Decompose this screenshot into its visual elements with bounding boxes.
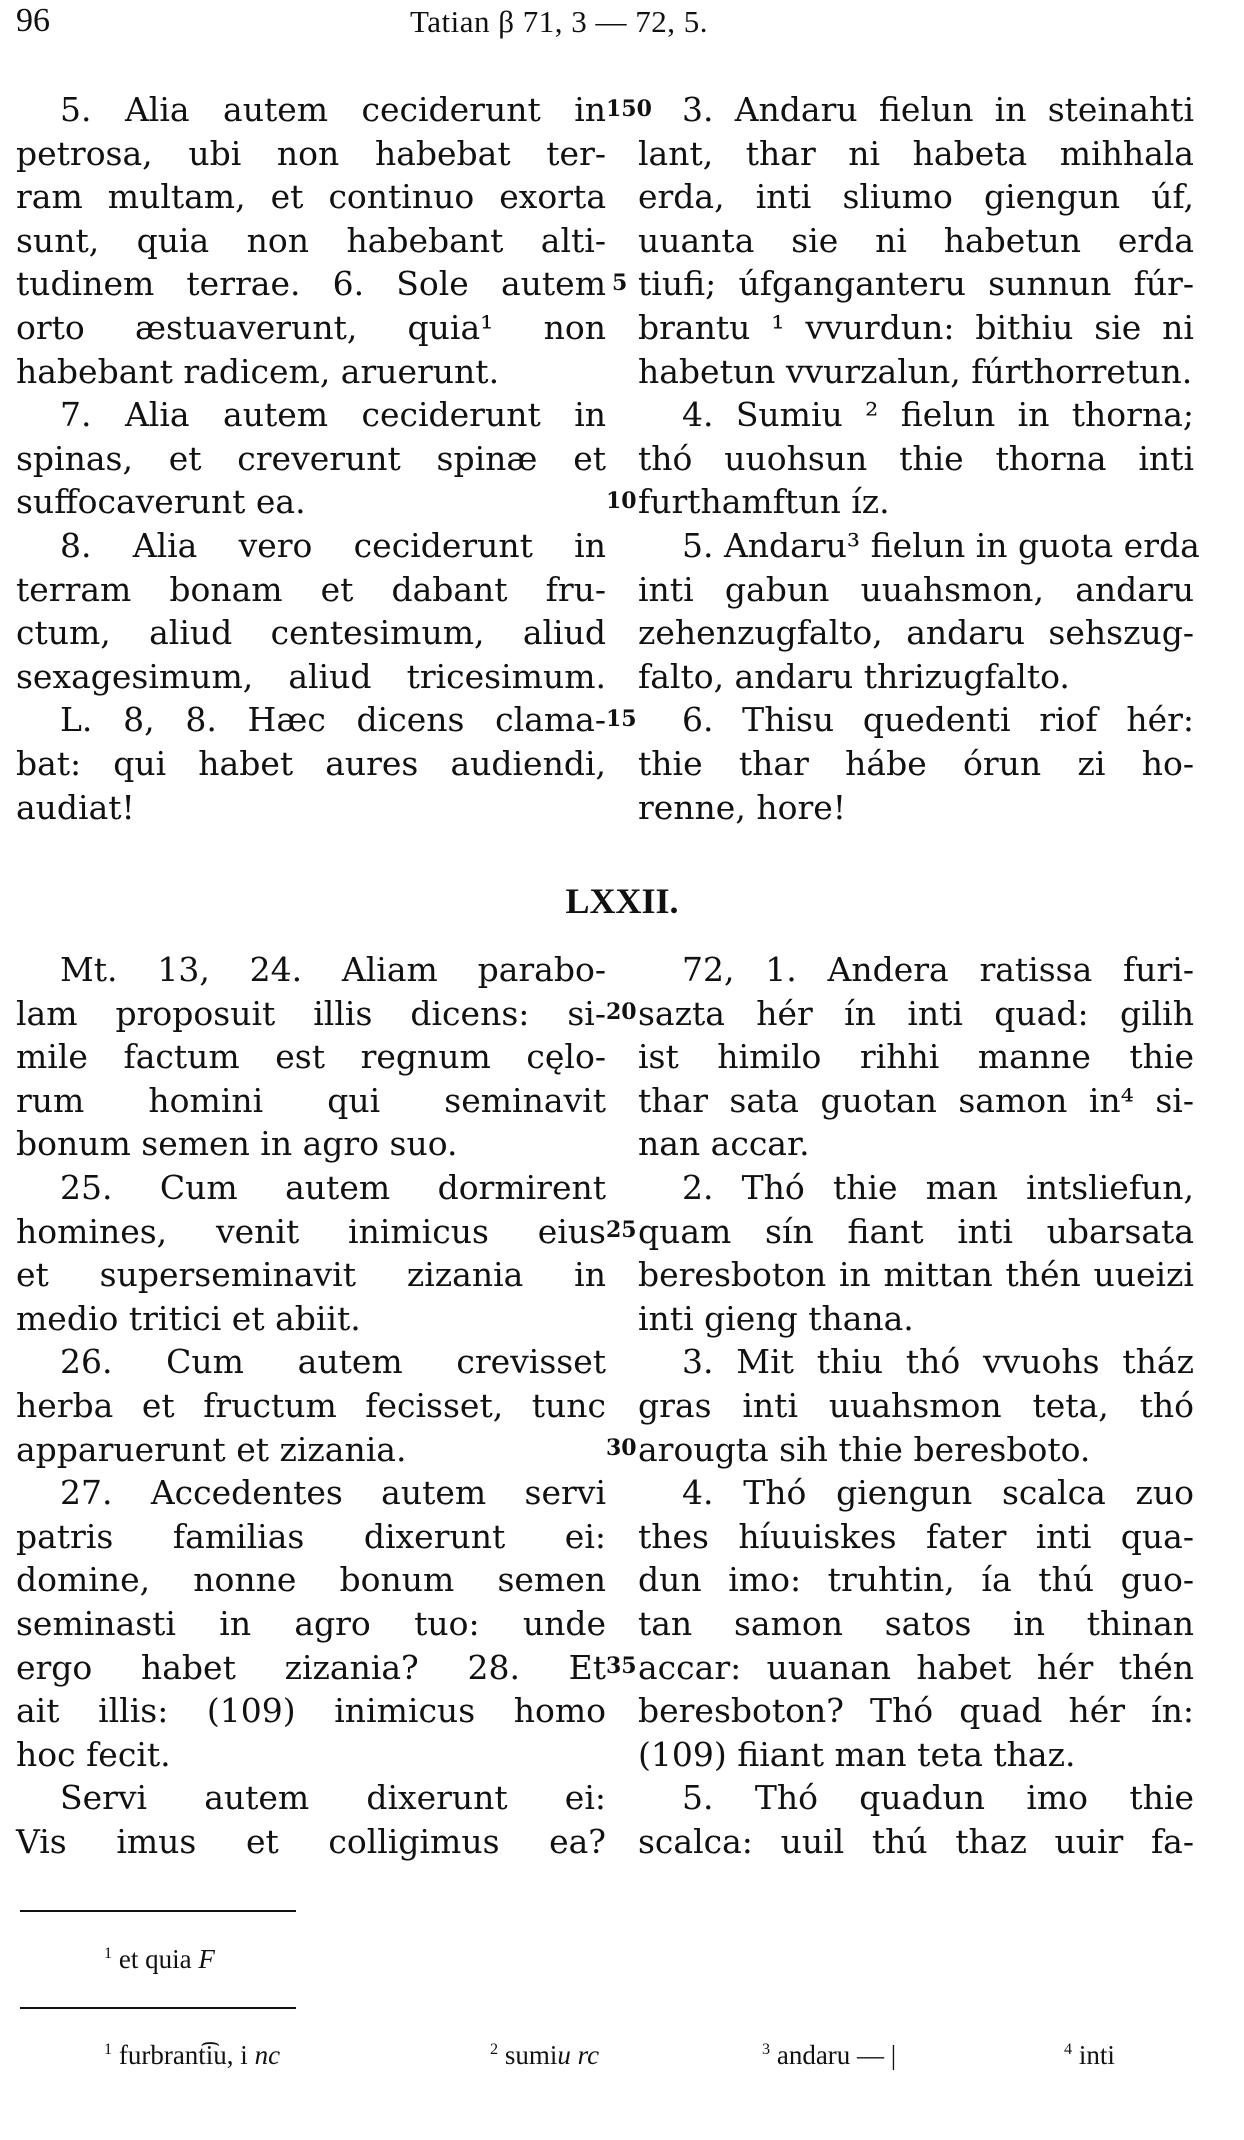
text-line: thar sata guotan samon in⁴ si- xyxy=(638,1080,1194,1120)
text-line: 27. Accedentes autem servi xyxy=(60,1473,606,1513)
section-heading: LXXII. xyxy=(565,881,679,921)
text-line: bonum semen in agro suo. xyxy=(16,1124,458,1164)
footnote-rule xyxy=(20,2007,296,2009)
text-line: 5. Thó quadun imo thie xyxy=(682,1778,1194,1818)
line-number: 15 xyxy=(606,706,637,732)
text-line: gras inti uuahsmon teta, thó xyxy=(638,1385,1194,1425)
text-line: apparuerunt et zizania. xyxy=(16,1429,407,1469)
text-line: tiufi; úfganganteru sunnun fúr- xyxy=(638,264,1194,304)
footnote-text: furbrant͡iu, i xyxy=(118,2040,255,2070)
text-line: ram multam, et continuo exorta xyxy=(16,177,606,217)
text-line: 3. Andaru fielun in steinahti xyxy=(682,90,1194,129)
text-line: domine, nonne bonum semen xyxy=(16,1560,606,1600)
text-line: 6. Thisu quedenti riof hér: xyxy=(682,700,1194,740)
line-number: 20 xyxy=(606,999,637,1025)
text-line: sazta hér ín inti quad: gilih xyxy=(638,993,1194,1033)
text-line: habebant radicem, aruerunt. xyxy=(16,351,500,391)
footnote-text: andaru — | xyxy=(776,2040,897,2070)
line-number: 35 xyxy=(606,1653,637,1679)
text-line: ait illis: (109) inimicus homo xyxy=(16,1691,606,1731)
footnote-rule xyxy=(20,1910,296,1912)
footnote-mark: 3 xyxy=(762,2040,771,2058)
text-line: ctum, aliud centesimum, aliud xyxy=(16,613,606,653)
text-line: herba et fructum fecisset, tunc xyxy=(16,1385,606,1425)
latin-column-72 xyxy=(16,948,606,1863)
page-number: 96 xyxy=(16,2,50,39)
text-line: audiat! xyxy=(16,787,135,827)
running-title: Tatian β 71, 3 — 72, 5. xyxy=(410,4,709,39)
text-line: inti gieng thana. xyxy=(638,1298,914,1338)
line-number: 150 xyxy=(606,96,652,122)
text-line: dun imo: truhtin, ía thú guo- xyxy=(638,1560,1194,1600)
text-line: lam proposuit illis dicens: si- xyxy=(16,993,606,1033)
text-line: thie thar hábe órun zi ho- xyxy=(638,743,1194,783)
text-line: zehenzugfalto, andaru sehszug- xyxy=(638,613,1194,653)
text-line: 7. Alia autem ceciderunt in xyxy=(60,395,606,435)
latin-column-71 xyxy=(16,88,606,829)
footnote-german xyxy=(104,2040,280,2071)
text-line: falto, andaru thrizugfalto. xyxy=(638,656,1070,696)
line-number: 30 xyxy=(606,1435,637,1461)
footnote-mark: 2 xyxy=(490,2040,499,2058)
text-line: quam sín fiant inti ubarsata xyxy=(638,1211,1194,1251)
text-line: orto æstuaverunt, quia¹ non xyxy=(16,307,606,347)
text-line: suffocaverunt ea. xyxy=(16,482,306,522)
text-line: 5. Andaru³ fielun in guota erda xyxy=(682,525,1200,565)
text-line: erda, inti sliumo giengun úf, xyxy=(638,177,1194,217)
text-line: inti gabun uuahsmon, andaru xyxy=(638,569,1194,609)
text-line: terram bonam et dabant fru- xyxy=(16,569,606,609)
text-line: 72, 1. Andera ratissa furi- xyxy=(682,950,1194,989)
text-line: tudinem terrae. 6. Sole autem xyxy=(16,264,606,304)
text-line: renne, hore! xyxy=(638,787,847,827)
text-line: L. 8, 8. Hæc dicens clama- xyxy=(60,700,606,740)
text-line: scalca: uuil thú thaz uuir fa- xyxy=(638,1821,1194,1861)
text-line: beresboton? Thó quad hér ín: xyxy=(638,1691,1194,1731)
text-line: patris familias dixerunt ei: xyxy=(16,1516,606,1556)
german-column-71 xyxy=(638,88,1200,829)
footnote-german xyxy=(1064,2040,1115,2071)
footnote-siglum: u rc xyxy=(557,2040,600,2070)
footnote-mark: 1 xyxy=(104,1944,113,1962)
text-line: thó uuohsun thie thorna inti xyxy=(638,438,1194,478)
text-line: 3. Mit thiu thó vvuohs tház xyxy=(682,1342,1194,1382)
text-line: beresboton in mittan thén uueizi xyxy=(638,1255,1194,1295)
footnote-siglum: F xyxy=(198,1944,215,1974)
text-line: petrosa, ubi non habebat ter- xyxy=(16,133,606,173)
running-head xyxy=(0,2,1244,52)
footnote-latin xyxy=(104,1944,215,1975)
footnote-text: inti xyxy=(1078,2040,1115,2070)
text-line: ist himilo rihhi manne thie xyxy=(638,1037,1194,1077)
text-line: Vis imus et colligimus ea? xyxy=(16,1821,606,1861)
german-column-72 xyxy=(638,948,1194,1863)
text-line: 8. Alia vero ceciderunt in xyxy=(60,525,606,565)
text-line: accar: uuanan habet hér thén xyxy=(638,1647,1194,1687)
text-line: habetun vvurzalun, fúrthorretun. xyxy=(638,351,1193,391)
text-line: homines, venit inimicus eius xyxy=(16,1211,606,1251)
text-line: ergo habet zizania? 28. Et xyxy=(16,1647,606,1687)
text-line: et superseminavit zizania in xyxy=(16,1255,606,1295)
text-line: bat: qui habet aures audiendi, xyxy=(16,743,606,783)
text-line: furthamftun íz. xyxy=(638,482,890,522)
text-line: nan accar. xyxy=(638,1124,810,1164)
text-line: medio tritici et abiit. xyxy=(16,1298,361,1338)
footnote-german xyxy=(762,2040,896,2071)
text-line: sunt, quia non habebant alti- xyxy=(16,220,606,260)
line-number: 25 xyxy=(606,1217,637,1243)
text-line: 25. Cum autem dormirent xyxy=(60,1167,606,1207)
line-number: 10 xyxy=(606,488,637,514)
text-line: brantu ¹ vvurdun: bithiu sie ni xyxy=(638,307,1194,347)
footnote-text: sumi xyxy=(504,2040,558,2070)
text-line: lant, thar ni habeta mihhala xyxy=(638,133,1194,173)
text-line: 4. Sumiu ² fielun in thorna; xyxy=(682,395,1194,435)
text-line: 5. Alia autem ceciderunt in xyxy=(60,90,606,129)
text-line: rum homini qui seminavit xyxy=(16,1080,606,1120)
footnote-text: et quia xyxy=(118,1944,199,1974)
footnote-siglum: nc xyxy=(254,2040,281,2070)
text-line: mile factum est regnum cęlo- xyxy=(16,1037,606,1077)
text-line: hoc fecit. xyxy=(16,1734,171,1774)
text-line: thes híuuiskes fater inti qua- xyxy=(638,1516,1194,1556)
text-line: spinas, et creverunt spinæ et xyxy=(16,438,606,478)
text-line: 26. Cum autem crevisset xyxy=(60,1342,606,1382)
text-line: arougta sih thie beresboto. xyxy=(638,1429,1091,1469)
text-line: tan samon satos in thinan xyxy=(638,1603,1194,1643)
text-line: Mt. 13, 24. Aliam parabo- xyxy=(60,950,606,989)
text-line: seminasti in agro tuo: unde xyxy=(16,1603,606,1643)
footnote-mark: 4 xyxy=(1064,2040,1073,2058)
footnote-german xyxy=(490,2040,599,2071)
line-number: 5 xyxy=(612,270,628,296)
text-line: Servi autem dixerunt ei: xyxy=(60,1778,606,1818)
text-line: uuanta sie ni habetun erda xyxy=(638,220,1194,260)
text-line: (109) fiiant man teta thaz. xyxy=(638,1734,1076,1774)
footnote-mark: 1 xyxy=(104,2040,113,2058)
text-line: 2. Thó thie man intsliefun, xyxy=(682,1167,1194,1207)
text-line: 4. Thó giengun scalca zuo xyxy=(682,1473,1194,1513)
text-line: sexagesimum, aliud tricesimum. xyxy=(16,656,606,696)
